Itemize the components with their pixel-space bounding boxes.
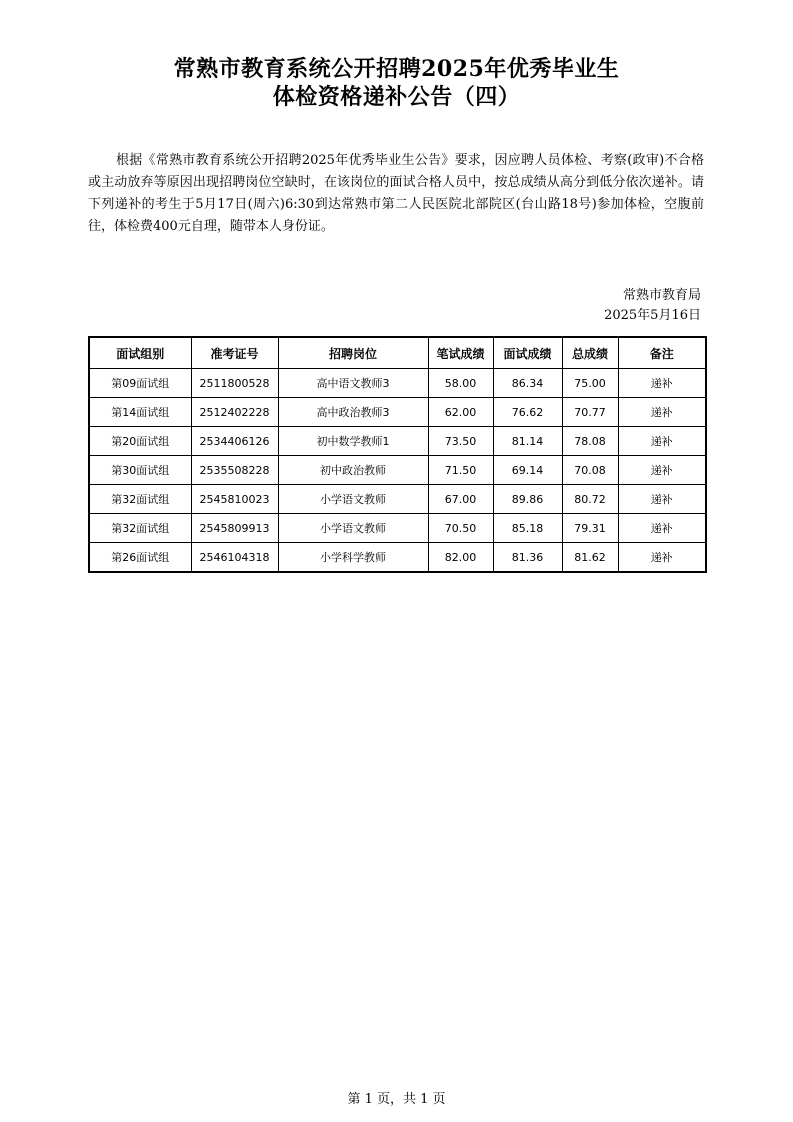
cell-exam-number: 2545809913	[191, 514, 278, 543]
header-total-score: 总成绩	[562, 337, 618, 369]
cell-remark: 递补	[618, 398, 706, 427]
cell-interview-group: 第32面试组	[89, 485, 191, 514]
cell-interview-group: 第32面试组	[89, 514, 191, 543]
header-remark: 备注	[618, 337, 706, 369]
table-row	[89, 427, 706, 456]
page-number-footer: 第 1 页，共 1 页	[347, 1092, 446, 1107]
cell-exam-number: 2535508228	[191, 456, 278, 485]
table-row	[89, 543, 706, 573]
cell-remark: 递补	[618, 369, 706, 398]
cell-interview-group: 第14面试组	[89, 398, 191, 427]
cell-interview-group: 第26面试组	[89, 543, 191, 573]
cell-remark: 递补	[618, 456, 706, 485]
table-header-row	[89, 337, 706, 369]
cell-total-score: 70.08	[562, 456, 618, 485]
table-row	[89, 456, 706, 485]
cell-interview-score: 85.18	[493, 514, 562, 543]
header-position: 招聘岗位	[278, 337, 428, 369]
cell-exam-number: 2534406126	[191, 427, 278, 456]
cell-exam-number: 2545810023	[191, 485, 278, 514]
cell-interview-group: 第30面试组	[89, 456, 191, 485]
cell-interview-group: 第09面试组	[89, 369, 191, 398]
cell-position: 小学语文教师	[278, 514, 428, 543]
header-interview-score: 面试成绩	[493, 337, 562, 369]
table-row	[89, 485, 706, 514]
table-row	[89, 369, 706, 398]
cell-remark: 递补	[618, 514, 706, 543]
cell-position: 小学科学教师	[278, 543, 428, 573]
cell-total-score: 80.72	[562, 485, 618, 514]
cell-position: 小学语文教师	[278, 485, 428, 514]
cell-written-score: 71.50	[428, 456, 493, 485]
cell-remark: 递补	[618, 427, 706, 456]
cell-interview-score: 89.86	[493, 485, 562, 514]
cell-interview-score: 69.14	[493, 456, 562, 485]
announcement-body: 根据《常熟市教育系统公开招聘2025年优秀毕业生公告》要求，因应聘人员体检、考察(政审)不合格或主动放弃等原因出现招聘岗位空缺时，在该岗位的面试合格人员中，按总成绩从高分到低分依次递补。请下列递补的考生于5月17日(周六)6:30到达常熟市第二人民医院北部院区(台山路18号)参加体检，空腹前往，体检费400元自理，随带本人身份证。	[88, 153, 704, 234]
cell-total-score: 70.77	[562, 398, 618, 427]
cell-interview-score: 76.62	[493, 398, 562, 427]
cell-position: 初中政治教师	[278, 456, 428, 485]
cell-interview-score: 86.34	[493, 369, 562, 398]
cell-position: 初中数学教师1	[278, 427, 428, 456]
cell-total-score: 78.08	[562, 427, 618, 456]
issuing-organization: 常熟市教育局	[622, 288, 701, 303]
cell-written-score: 62.00	[428, 398, 493, 427]
cell-remark: 递补	[618, 485, 706, 514]
cell-total-score: 79.31	[562, 514, 618, 543]
header-interview-group: 面试组别	[89, 337, 191, 369]
cell-written-score: 73.50	[428, 427, 493, 456]
header-written-score: 笔试成绩	[428, 337, 493, 369]
issue-date: 2025年5月16日	[604, 308, 701, 323]
cell-position: 高中语文教师3	[278, 369, 428, 398]
cell-interview-score: 81.36	[493, 543, 562, 573]
cell-written-score: 70.50	[428, 514, 493, 543]
cell-exam-number: 2511800528	[191, 369, 278, 398]
cell-exam-number: 2512402228	[191, 398, 278, 427]
document-title-line1: 常熟市教育系统公开招聘2025年优秀毕业生	[173, 56, 620, 82]
cell-interview-group: 第20面试组	[89, 427, 191, 456]
cell-total-score: 81.62	[562, 543, 618, 573]
header-exam-number: 准考证号	[191, 337, 278, 369]
cell-position: 高中政治教师3	[278, 398, 428, 427]
table-row	[89, 398, 706, 427]
table-row	[89, 514, 706, 543]
cell-total-score: 75.00	[562, 369, 618, 398]
cell-exam-number: 2546104318	[191, 543, 278, 573]
candidate-table	[88, 336, 707, 573]
cell-interview-score: 81.14	[493, 427, 562, 456]
cell-remark: 递补	[618, 543, 706, 573]
cell-written-score: 58.00	[428, 369, 493, 398]
cell-written-score: 82.00	[428, 543, 493, 573]
document-title-line2: 体检资格递补公告（四）	[272, 84, 521, 110]
cell-written-score: 67.00	[428, 485, 493, 514]
